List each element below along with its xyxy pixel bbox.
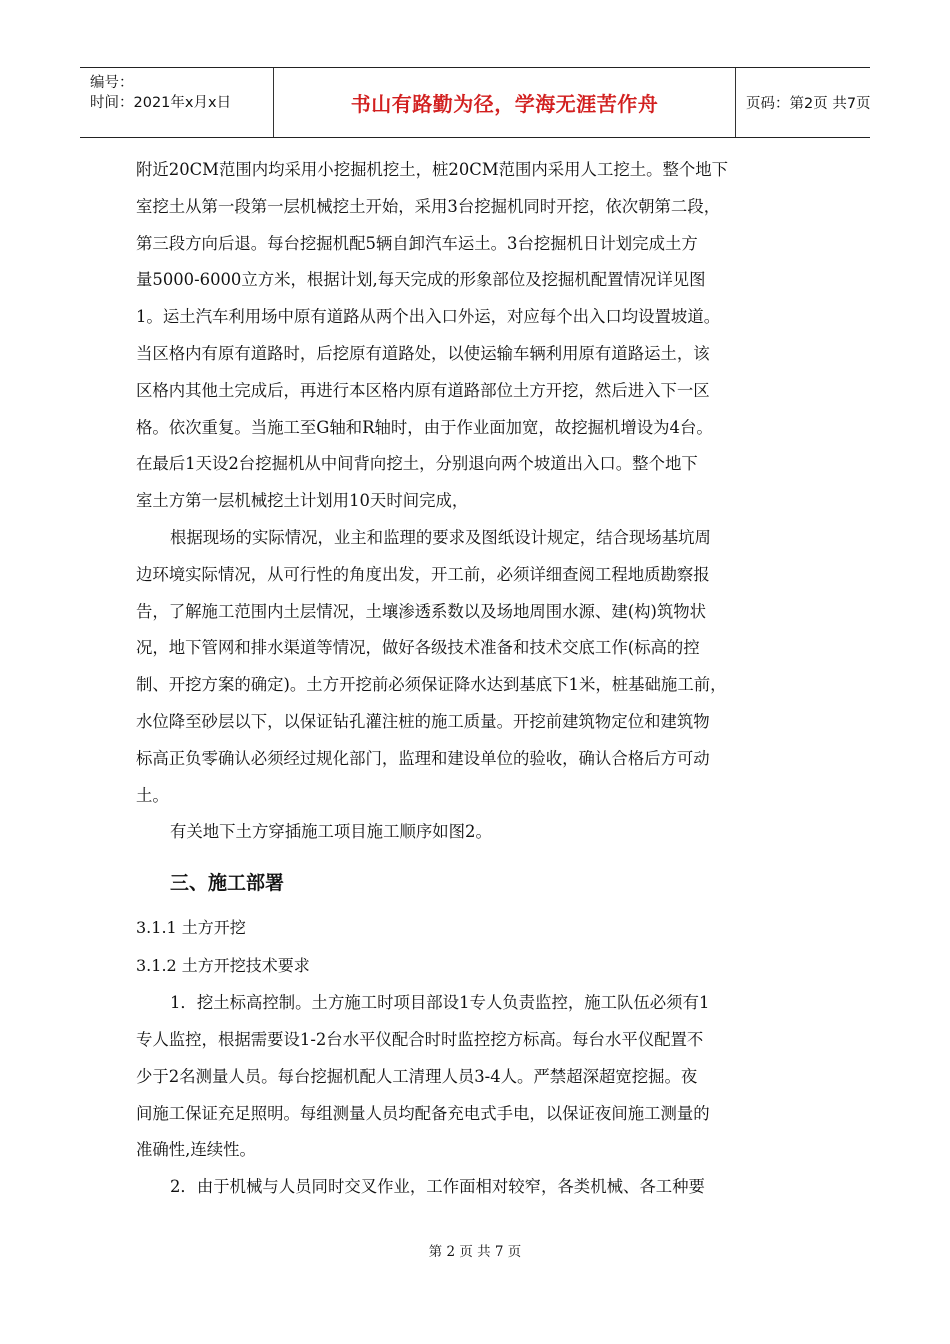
text-line: 标高正负零确认必须经过规化部门，监理和建设单位的验收，确认合格后方可动: [136, 748, 710, 768]
footer-page-number: 第 2 页 共 7 页: [428, 1244, 522, 1260]
header-motto: 书山有路勤为径，学海无涯苦作舟: [350, 92, 659, 116]
text-line: 根据现场的实际情况，业主和监理的要求及图纸设计规定，结合现场基坑周: [170, 527, 711, 547]
header-info-cell: [80, 68, 274, 137]
page-footer: [0, 1240, 950, 1260]
section-title: 三、施工部署: [170, 872, 285, 895]
paragraph-1: [136, 152, 816, 520]
paragraph-3: 有关地下土方穿插施工项目施工顺序如图2。: [170, 822, 492, 842]
header-page-cell: [736, 68, 870, 137]
header-page-code: 页码：第2页 共7页: [746, 96, 871, 112]
text-line: 土。: [136, 785, 169, 805]
paragraph-2: [136, 520, 816, 814]
text-line: 1。运土汽车利用场中原有道路从两个出入口外运，对应每个出入口均设置坡道。: [136, 307, 721, 327]
text-line: 边环境实际情况，从可行性的角度出发，开工前，必须详细查阅工程地质勘察报: [136, 564, 710, 584]
document-number: 编号：: [90, 75, 134, 91]
text-line: 量5000-6000立方米，根据计划,每天完成的形象部位及挖掘机配置情况详见图: [136, 270, 706, 290]
text-line: 格。依次重复。当施工至G轴和R轴时，由于作业面加宽，故挖掘机增设为4台。: [136, 417, 713, 437]
text-line: 区格内其他土完成后，再进行本区格内原有道路部位土方开挖，然后进入下一区: [136, 380, 710, 400]
text-line: 制、开挖方案的确定)。土方开挖前必须保证降水达到基底下1米，桩基础施工前，: [136, 675, 727, 695]
text-line: 少于2名测量人员。每台挖掘机配人工清理人员3-4人。严禁超深超宽挖掘。夜: [136, 1066, 698, 1086]
text-line: 室挖土从第一段第一层机械挖土开始，采用3台挖掘机同时开挖，依次朝第二段，: [136, 196, 721, 216]
text-line: 当区格内有原有道路时，后挖原有道路处，以使运输车辆利用原有道路运土，该: [136, 343, 710, 363]
item-2: 2．由于机械与人员同时交叉作业，工作面相对较窄，各类机械、各工种要: [170, 1177, 705, 1197]
page-header: [80, 67, 870, 138]
text-line: 准确性,连续性。: [136, 1140, 256, 1160]
text-line: 第三段方向后退。每台挖掘机配5辆自卸汽车运土。3台挖掘机日计划完成土方: [136, 233, 698, 253]
text-line: 室土方第一层机械挖土计划用10天时间完成，: [136, 491, 469, 511]
item-1: [136, 985, 816, 1169]
text-line: 专人监控，根据需要设1-2台水平仪配合时时监控挖方标高。每台水平仪配置不: [136, 1029, 704, 1049]
text-line: 况，地下管网和排水渠道等情况，做好各级技术准备和技术交底工作(标高的控: [136, 638, 700, 658]
document-time: 时间：2021年x月x日: [90, 95, 232, 111]
text-line: 在最后1天设2台挖掘机从中间背向挖土，分别退向两个坡道出入口。整个地下: [136, 454, 698, 474]
subsection-3-1-2: 3.1.2 土方开挖技术要求: [136, 956, 310, 976]
document-body: [136, 152, 816, 1206]
text-line: 1．挖土标高控制。土方施工时项目部设1专人负责监控，施工队伍必须有1: [170, 993, 710, 1013]
text-line: 告，了解施工范围内土层情况，土壤渗透系数以及场地周围水源、建(构)筑物状: [136, 601, 707, 621]
text-line: 水位降至砂层以下，以保证钻孔灌注桩的施工质量。开挖前建筑物定位和建筑物: [136, 711, 710, 731]
text-line: 间施工保证充足照明。每组测量人员均配备充电式手电，以保证夜间施工测量的: [136, 1103, 710, 1123]
subsection-3-1-1: 3.1.1 土方开挖: [136, 918, 246, 938]
text-line: 附近20CM范围内均采用小挖掘机挖土，桩20CM范围内采用人工挖土。整个地下: [136, 160, 729, 179]
header-motto-cell: [274, 68, 736, 137]
